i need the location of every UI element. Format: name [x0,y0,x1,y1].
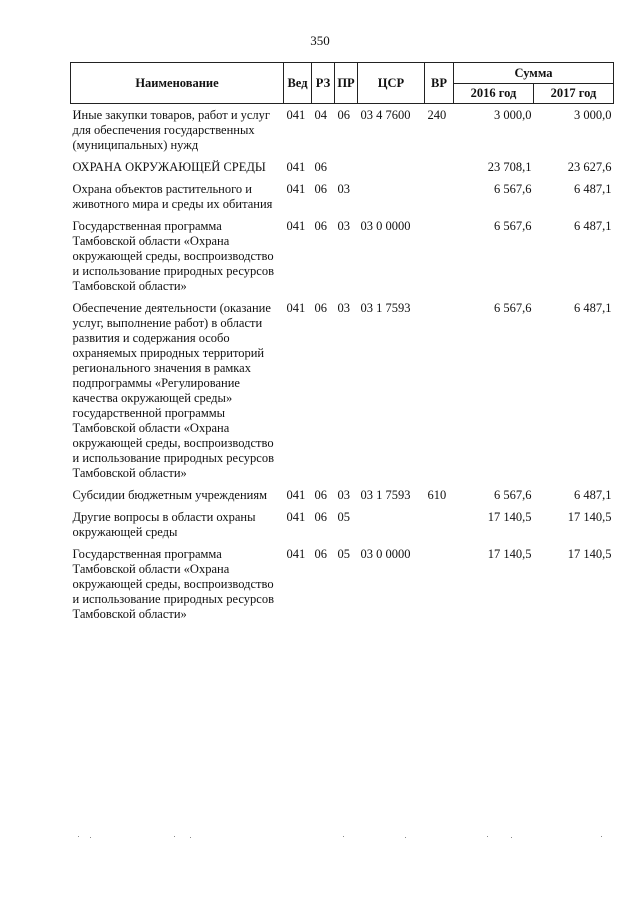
scan-dots [0,836,640,838]
row-pr [335,160,358,182]
row-sum-2016: 6 567,6 [494,182,532,196]
row-rz: 06 [314,182,327,196]
row-name: Охрана объектов растительного и животного мира и среды их обитания [72,182,273,211]
row-name: Иные закупки товаров, работ и услуг для обеспечения государственных (муниципальных) нужд [72,108,271,152]
row-vr [425,160,454,182]
row-vr: 240 [427,108,447,122]
row-csr [358,510,425,547]
row-rz: 06 [314,510,327,524]
row-sum-2016: 17 140,5 [487,510,532,524]
table-row [71,219,614,301]
table-row [71,301,614,488]
row-sum-2016: 6 567,6 [494,488,532,502]
scan-dot [190,837,191,838]
table-row [71,160,614,182]
row-vr [425,182,454,219]
table-row [71,104,614,161]
row-csr [358,182,425,219]
table-body [71,104,614,630]
row-pr: 05 [337,547,350,561]
row-vr [425,547,454,629]
row-name: Государственная программа Тамбовской области «Охрана окружающей среды, воспроизводство и использование природных ресурсов Тамбовской области» [72,547,275,621]
row-sum-2017: 6 487,1 [574,182,612,196]
row-csr: 03 1 7593 [360,301,411,315]
row-ved: 041 [286,488,306,502]
page-number: 350 [310,33,330,48]
row-csr: 03 0 0000 [360,219,411,233]
row-sum-2016: 6 567,6 [494,219,532,233]
header-pr: ПР [335,63,358,104]
table-row [71,182,614,219]
row-sum-2017: 3 000,0 [574,108,612,122]
row-pr: 03 [337,182,350,196]
row-sum-2017: 17 140,5 [567,510,612,524]
row-vr [425,219,454,301]
row-ved: 041 [286,301,306,315]
row-csr [358,160,425,182]
table-row [71,510,614,547]
row-rz: 06 [314,488,327,502]
table-row [71,547,614,629]
row-pr: 03 [337,488,350,502]
table-row [71,488,614,510]
scan-dot [343,836,344,837]
row-sum-2016: 23 708,1 [487,160,532,174]
header-name: Наименование [71,63,284,104]
row-sum-2017: 23 627,6 [567,160,612,174]
header-year-2016: 2016 год [454,84,534,104]
row-csr: 03 1 7593 [360,488,411,502]
row-csr: 03 4 7600 [360,108,411,122]
row-vr [425,301,454,488]
header-rz: РЗ [312,63,335,104]
budget-table [70,62,614,629]
row-sum-2017: 6 487,1 [574,488,612,502]
row-ved: 041 [286,219,306,233]
row-ved: 041 [286,160,306,174]
row-sum-2017: 6 487,1 [574,219,612,233]
header-sum: Сумма [454,63,614,84]
row-sum-2016: 3 000,0 [494,108,532,122]
scan-dot [78,836,79,837]
header-vr: ВР [425,63,454,104]
row-sum-2016: 6 567,6 [494,301,532,315]
scan-dot [405,837,406,838]
scan-dot [90,837,91,838]
header-year-2017: 2017 год [534,84,614,104]
row-name: Государственная программа Тамбовской области «Охрана окружающей среды, воспроизводство и использование природных ресурсов Тамбовской области» [72,219,275,293]
row-pr: 03 [337,219,350,233]
row-name: Субсидии бюджетным учреждениям [72,488,268,502]
table-header [71,63,614,104]
scan-dot [487,836,488,837]
row-pr: 06 [337,108,350,122]
scan-dot [601,836,602,837]
header-ved: Вед [284,63,312,104]
row-name: Обеспечение деятельности (оказание услуг, выполнение работ) в области развития и содержания особо охраняемых природных территорий регионального значения в рамках подпрограммы «Регулирование качества окружающей среды» государственной программы Тамбовской области «Охрана окружающей среды, воспроизводство и использование природных ресурсов Тамбовской области» [72,301,275,480]
row-rz: 06 [314,219,327,233]
header-csr: ЦСР [358,63,425,104]
row-sum-2017: 17 140,5 [567,547,612,561]
row-ved: 041 [286,182,306,196]
row-ved: 041 [286,547,306,561]
row-sum-2016: 17 140,5 [487,547,532,561]
row-vr [425,510,454,547]
row-rz: 04 [314,108,327,122]
row-ved: 041 [286,108,306,122]
row-rz: 06 [314,160,327,174]
row-rz: 06 [314,547,327,561]
row-ved: 041 [286,510,306,524]
row-name: Другие вопросы в области охраны окружающей среды [72,510,256,539]
row-pr: 05 [337,510,350,524]
row-name: ОХРАНА ОКРУЖАЮЩЕЙ СРЕДЫ [72,160,266,174]
row-sum-2017: 6 487,1 [574,301,612,315]
row-csr: 03 0 0000 [360,547,411,561]
row-pr: 03 [337,301,350,315]
scan-dot [511,837,512,838]
row-rz: 06 [314,301,327,315]
row-vr: 610 [427,488,447,502]
scan-dot [174,836,175,837]
